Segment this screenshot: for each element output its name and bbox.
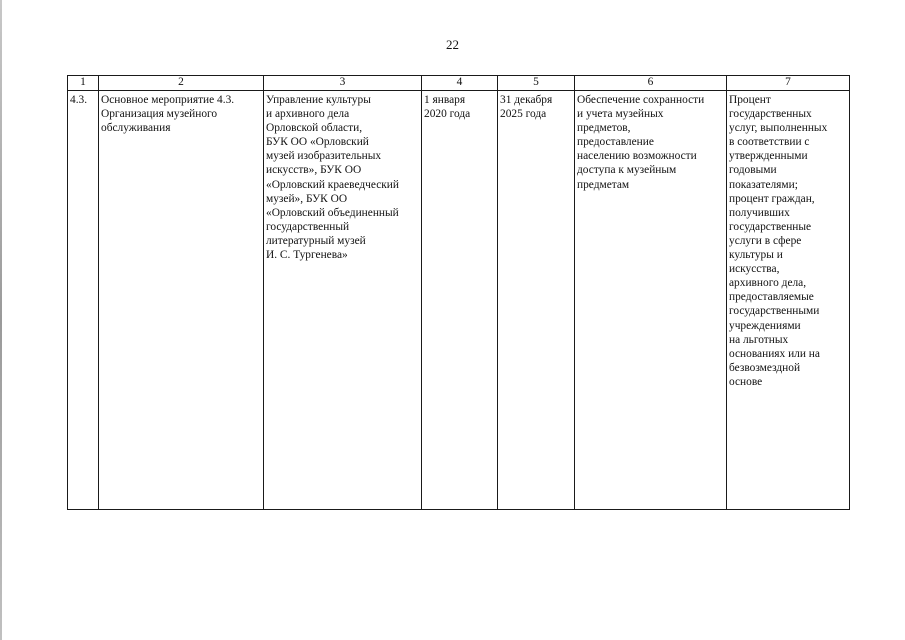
cell-line: государственные xyxy=(729,220,812,233)
cell-line: 2020 года xyxy=(424,108,471,121)
cell-line: основе xyxy=(729,375,763,388)
cell-line: предоставляемые xyxy=(729,291,814,304)
cell-line: государственных xyxy=(729,108,812,121)
cell-line: И. С. Тургенева» xyxy=(266,249,348,262)
column-number-5: 5 xyxy=(498,76,575,91)
column-number-3: 3 xyxy=(264,76,422,91)
cell-line: Основное мероприятие 4.3. xyxy=(101,94,235,106)
cell-line: предоставление xyxy=(577,136,654,149)
cell-line: основаниях или на xyxy=(729,347,820,360)
cell-line: искусств», БУК ОО xyxy=(266,164,362,177)
page-number: 22 xyxy=(446,37,459,52)
cell-responsible-executor xyxy=(264,91,422,510)
cell-expected-result xyxy=(575,91,727,510)
column-number-1: 1 xyxy=(68,76,99,91)
cell-line: получивших xyxy=(729,206,790,219)
column-number-4: 4 xyxy=(422,76,498,91)
table-row xyxy=(68,91,850,510)
cell-line: 2025 года xyxy=(500,108,547,121)
cell-line: государственными xyxy=(729,305,820,318)
cell-line: архивного дела, xyxy=(729,277,807,290)
cell-measure-name xyxy=(99,91,264,510)
cell-line: музей изобразительных xyxy=(266,150,382,163)
cell-item-number xyxy=(68,91,99,510)
cell-line: безвозмездной xyxy=(729,361,801,374)
cell-line: «Орловский краеведческий xyxy=(266,178,399,191)
cell-line: БУК ОО «Орловский xyxy=(266,136,369,149)
cell-line: предметам xyxy=(577,178,630,191)
cell-line: показателями; xyxy=(729,178,798,191)
column-number-row xyxy=(68,76,850,91)
cell-line: процент граждан, xyxy=(729,192,815,205)
column-number-2: 2 xyxy=(99,76,264,91)
cell-line: Обеспечение сохранности xyxy=(577,94,705,106)
cell-end-date xyxy=(498,91,575,510)
cell-line: Орловской области, xyxy=(266,122,363,135)
cell-line: 31 декабря xyxy=(500,94,553,106)
cell-line: доступа к музейным xyxy=(577,164,677,177)
cell-line: и учета музейных xyxy=(577,108,664,121)
cell-line: и архивного дела xyxy=(266,108,350,121)
cell-line: государственный xyxy=(266,220,350,233)
cell-line: музей», БУК ОО xyxy=(266,192,348,205)
cell-line: предметов, xyxy=(577,122,631,135)
cell-line: на льготных xyxy=(729,333,789,346)
cell-line: обслуживания xyxy=(101,122,171,135)
cell-line: учреждениями xyxy=(729,319,801,332)
cell-line: услуги в сфере xyxy=(729,234,802,247)
column-number-6: 6 xyxy=(575,76,727,91)
cell-line: утвержденными xyxy=(729,150,808,163)
cell-line: 1 января xyxy=(424,94,466,106)
cell-start-date xyxy=(422,91,498,510)
cell-line: населению возможности xyxy=(577,150,697,163)
cell-line: литературный музей xyxy=(266,234,366,247)
cell-line: Процент xyxy=(729,94,771,106)
cell-line: годовыми xyxy=(729,164,777,177)
scan-edge xyxy=(0,0,2,640)
cell-line: культуры и xyxy=(729,249,783,262)
column-number-7: 7 xyxy=(727,76,850,91)
cell-line: «Орловский объединенный xyxy=(266,206,399,219)
cell-line: искусства, xyxy=(729,263,780,276)
cell-line: в соответствии с xyxy=(729,136,810,149)
cell-indicators xyxy=(727,91,850,510)
cell-line: 4.3. xyxy=(70,94,88,106)
cell-line: Управление культуры xyxy=(266,94,371,106)
measures-table xyxy=(67,75,850,510)
cell-line: Организация музейного xyxy=(101,108,218,121)
cell-line: услуг, выполненных xyxy=(729,122,828,135)
